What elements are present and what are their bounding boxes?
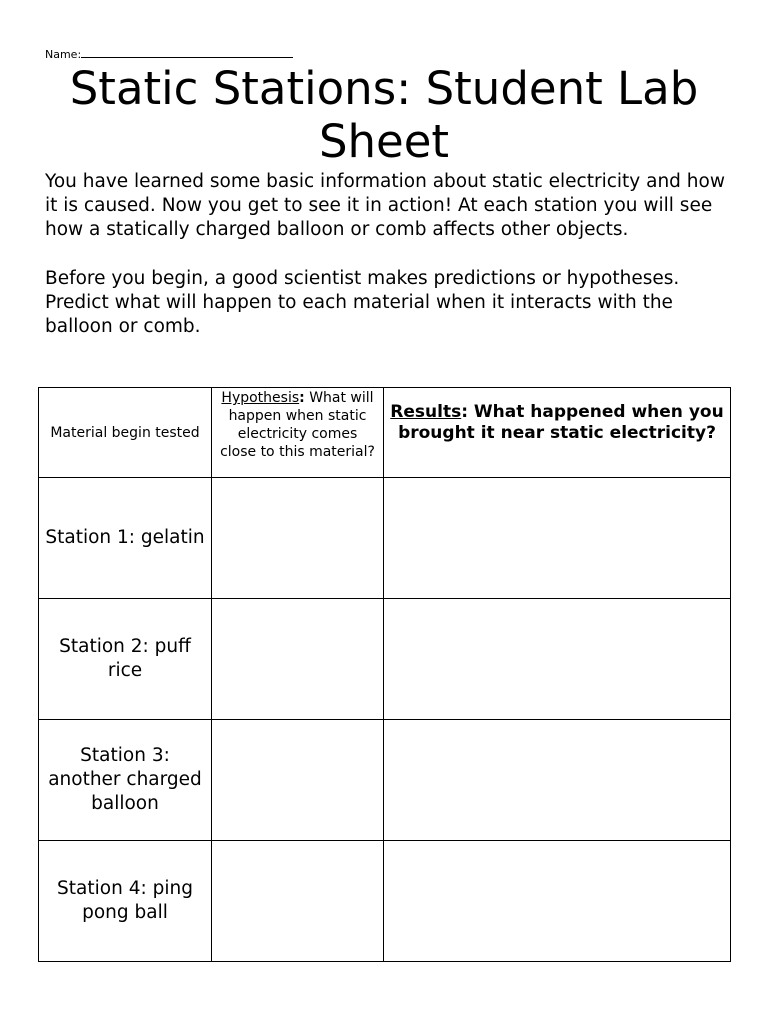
station-1-hypothesis-cell[interactable] [212,478,384,599]
hypothesis-title: Hypothesis [221,390,300,406]
name-blank-line[interactable] [81,46,293,58]
header-hypothesis [212,388,384,478]
page-title: Static Stations: Student Lab Sheet [69,62,699,168]
results-colon: : [461,402,469,422]
name-field [45,46,293,62]
station-2-label: Station 2: puff rice [39,599,212,720]
lab-table [38,387,731,962]
results-title: Results [390,402,462,422]
header-results [384,388,731,478]
station-4-hypothesis-cell[interactable] [212,841,384,962]
hypothesis-question: What will happen when static electricity comes close to this material? [220,390,375,460]
station-4-label: Station 4: ping pong ball [39,841,212,962]
results-question: What happened when you brought it near static electricity? [398,402,724,443]
name-label: Name: [45,48,82,61]
station-3-results-cell[interactable] [384,720,731,841]
table-row [39,599,731,720]
intro-paragraph-2: Before you begin, a good scientist makes predictions or hypotheses. Predict what will happen to each material when it interacts with the balloon or comb. [45,267,680,338]
station-3-label: Station 3: another charged balloon [39,720,212,841]
station-4-results-cell[interactable] [384,841,731,962]
intro-text [45,170,735,363]
station-2-hypothesis-cell[interactable] [212,599,384,720]
table-row [39,720,731,841]
station-1-label: Station 1: gelatin [39,478,212,599]
table-row [39,841,731,962]
table-header-row [39,388,731,478]
table-row [39,478,731,599]
hypothesis-colon: : [299,390,305,406]
station-3-hypothesis-cell[interactable] [212,720,384,841]
header-material: Material begin tested [39,388,212,478]
station-1-results-cell[interactable] [384,478,731,599]
station-2-results-cell[interactable] [384,599,731,720]
intro-paragraph-1: You have learned some basic information about static electricity and how it is caused. Now you get to see it in action! At each station you will see how a statically charged balloon or comb affects other objects. [45,171,725,241]
